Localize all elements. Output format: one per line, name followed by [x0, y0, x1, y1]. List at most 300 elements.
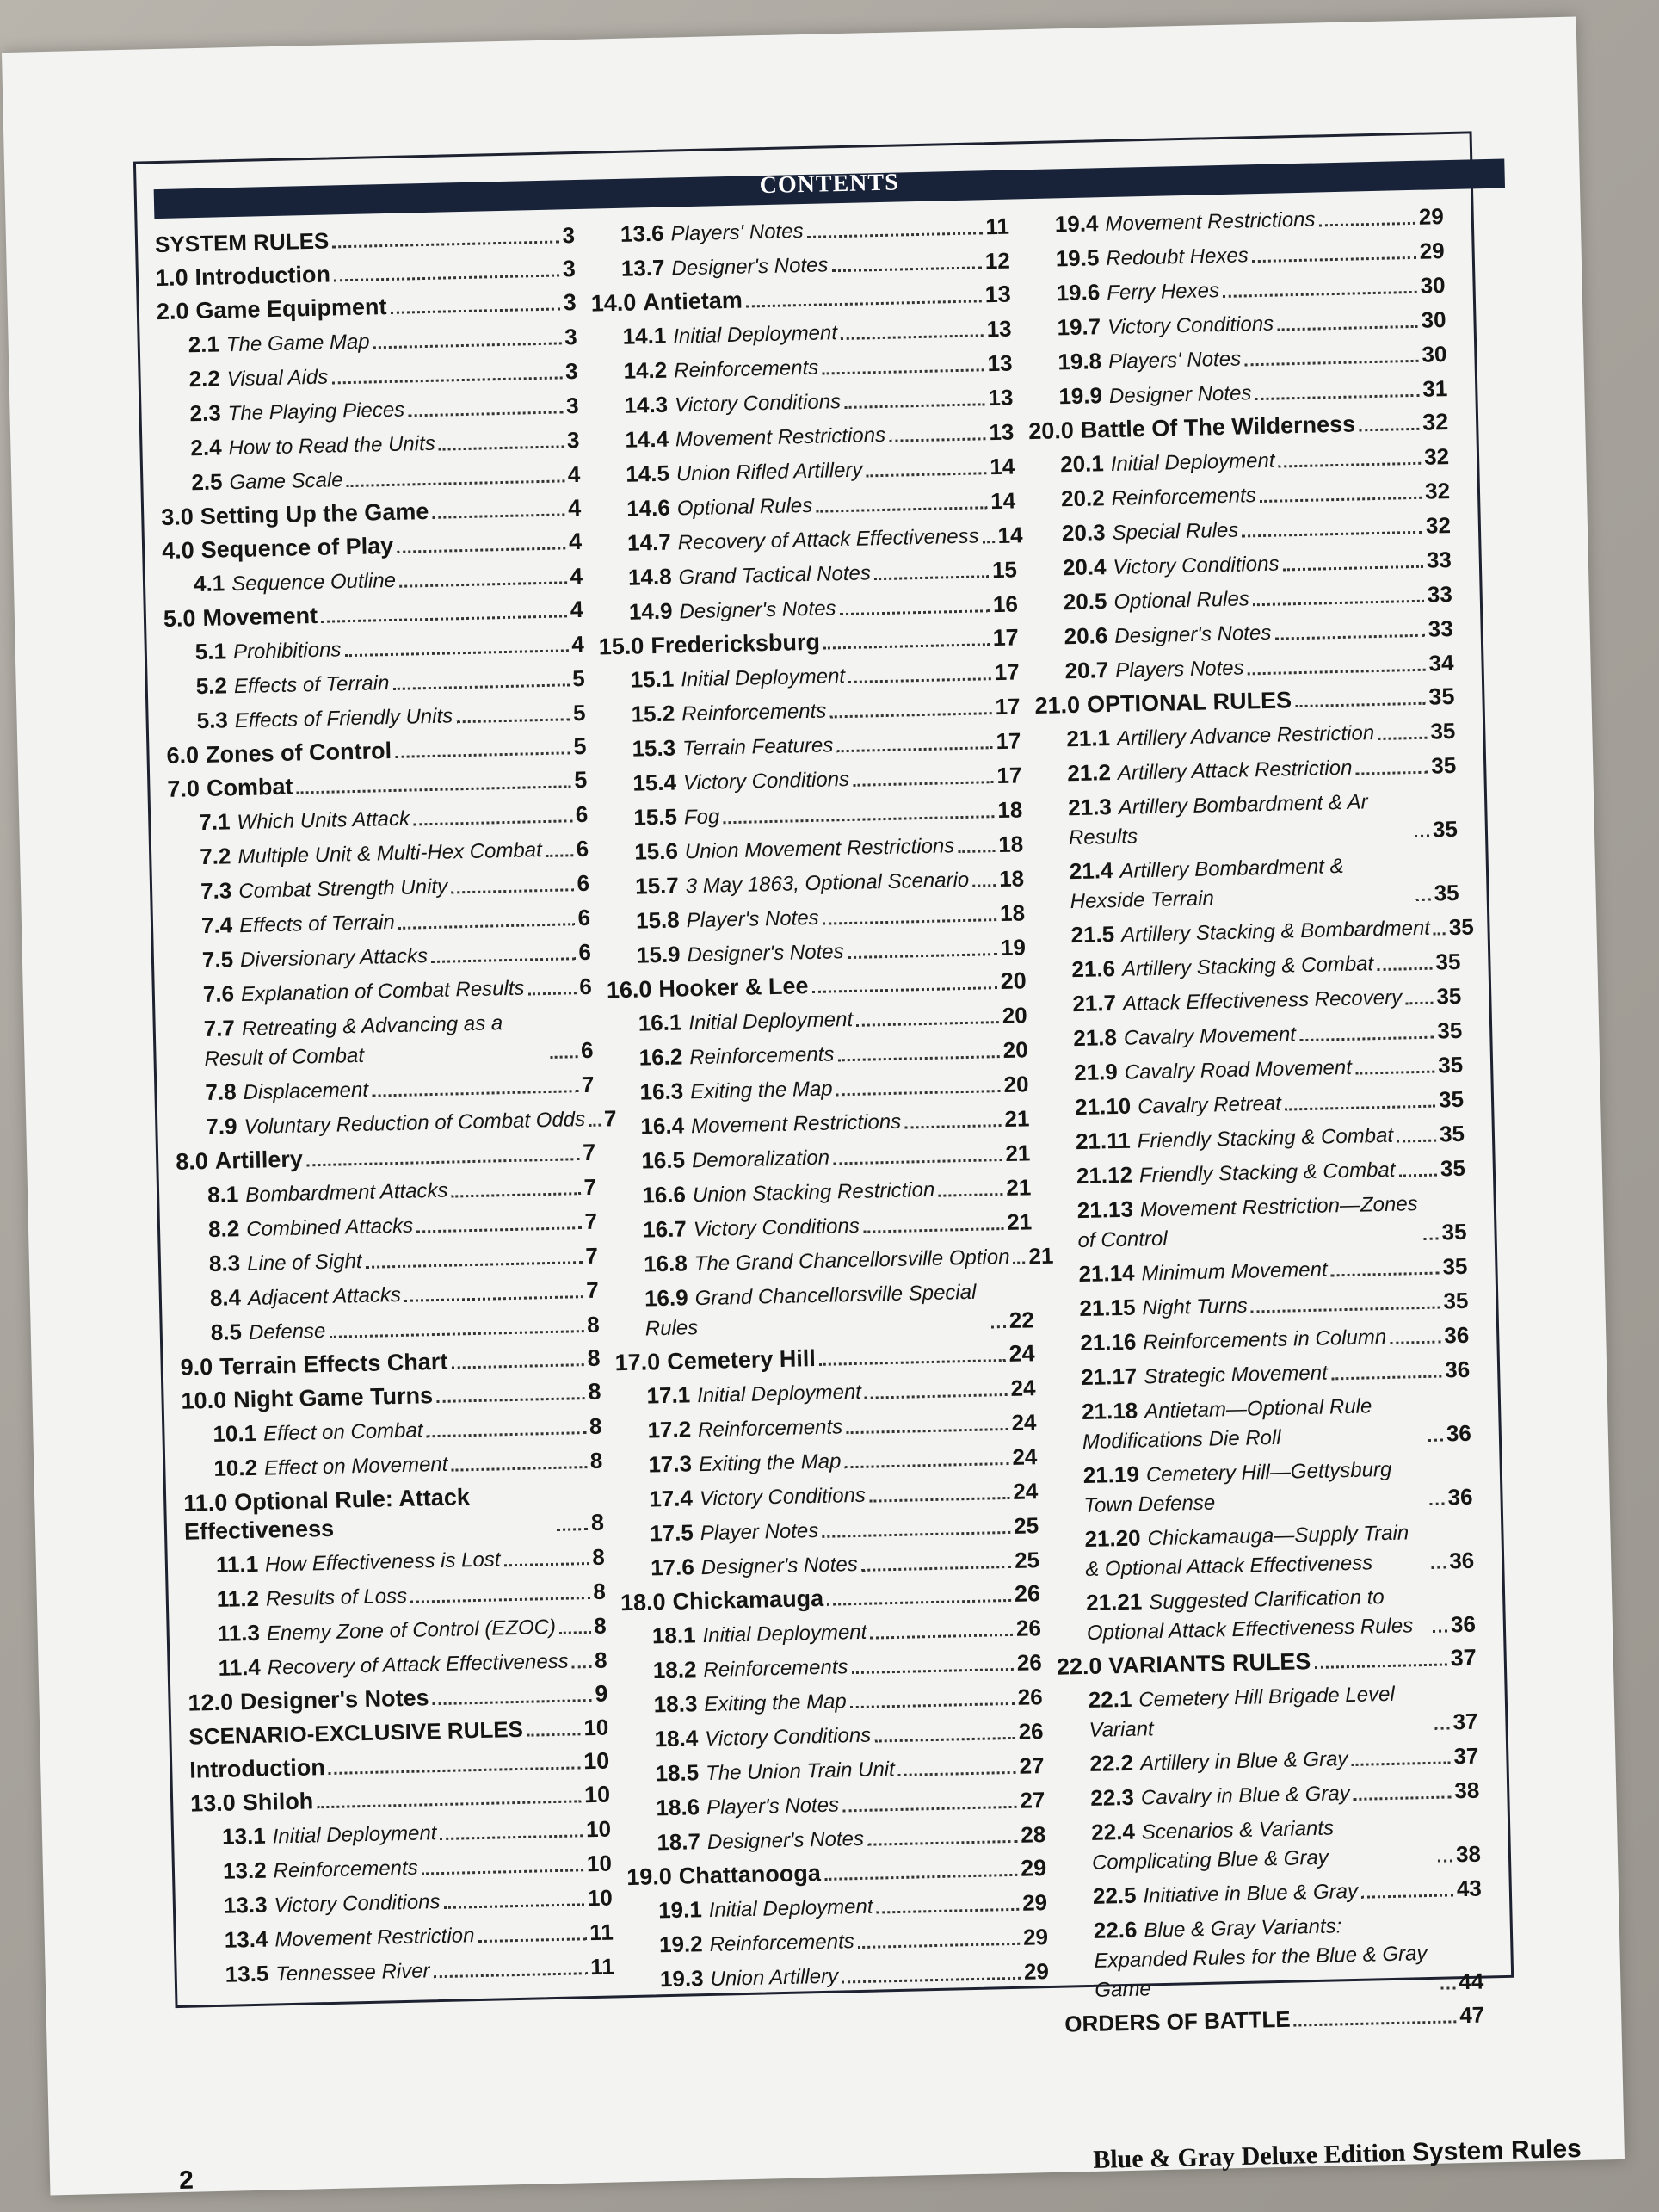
toc-page-number: 6 [575, 800, 589, 828]
toc-section-title: Designer's Notes [239, 1684, 429, 1715]
toc-page-number: 35 [1430, 751, 1457, 779]
toc-section-title: Union Rifled Artillery [675, 458, 863, 486]
toc-entry-text [1078, 1254, 1328, 1289]
toc-page-number: 35 [1438, 1085, 1465, 1113]
toc-page-number: 4 [567, 460, 581, 488]
leader-dots [898, 1771, 1016, 1776]
leader-dots [840, 609, 990, 615]
toc-entry [188, 1680, 608, 1718]
toc-section-number: 13.0 [189, 1789, 237, 1817]
toc-section-number: 10.0 [181, 1387, 227, 1414]
toc-entry-text [224, 1920, 474, 1956]
toc-section-title: The Union Train Unit [705, 1758, 896, 1786]
leader-dots [844, 403, 985, 409]
toc-entry-text [208, 1211, 414, 1245]
toc-entry [607, 1035, 1028, 1073]
toc-entry-text [195, 668, 389, 701]
toc-section-title: Results of Loss [265, 1584, 408, 1611]
toc-entry-text [1064, 618, 1271, 652]
toc-page-number: 33 [1428, 615, 1453, 642]
toc-section-title: Reinforcements [697, 1415, 843, 1443]
toc-entry-text [648, 1446, 842, 1480]
toc-entry-text [1056, 275, 1219, 308]
toc-entry [617, 1442, 1038, 1480]
toc-section-title: Effects of Friendly Units [234, 704, 453, 733]
leader-dots [1253, 600, 1424, 607]
toc-page-number: 22 [1008, 1307, 1035, 1333]
leader-dots [504, 1562, 589, 1566]
leader-dots [958, 850, 995, 853]
toc-page-number: 37 [1450, 1644, 1477, 1671]
toc-page-number: 18 [997, 831, 1024, 858]
toc-section-title: Tennessee River [275, 1959, 430, 1986]
toc-section-title: Victory Conditions [682, 767, 850, 795]
toc-entry-text [633, 801, 720, 832]
toc-page-number: 18 [999, 899, 1026, 927]
toc-section-number: 14.3 [624, 391, 669, 418]
toc-section-number: 21.11 [1075, 1127, 1131, 1155]
leader-dots [863, 1227, 1004, 1233]
toc-entry-text [190, 1787, 314, 1818]
toc-entry-text [161, 497, 429, 532]
toc-section-number: 19.4 [1054, 210, 1099, 238]
toc-section-title: How Effectiveness is Lost [264, 1548, 501, 1577]
toc-page-number: 24 [1012, 1443, 1038, 1470]
toc-entry [591, 314, 1012, 353]
toc-section-number: 15.0 [598, 633, 644, 660]
toc-entry-text [628, 558, 872, 592]
toc-entry-text [1068, 786, 1411, 852]
toc-page-number: 30 [1420, 272, 1446, 299]
toc-section-title: The Playing Pieces [227, 398, 405, 426]
toc-entry [158, 391, 579, 429]
leader-dots [1242, 531, 1422, 538]
toc-section-title: OPTIONAL RULES [1086, 687, 1292, 718]
toc-section-title: Terrain Features [681, 733, 834, 761]
toc-section-title: Grand Tactical Notes [678, 561, 872, 590]
toc-page-number: 18 [996, 796, 1023, 824]
toc-section-number: 14.5 [625, 460, 670, 487]
toc-entry [603, 829, 1024, 868]
toc-page-number: 8 [588, 1378, 601, 1406]
toc-entry-text [167, 773, 293, 804]
toc-section-title: Setting Up the Game [200, 497, 429, 529]
toc-entry-text [194, 565, 397, 599]
toc-page-number: 6 [580, 1036, 594, 1064]
leader-dots [991, 1325, 1006, 1328]
toc-page-number: 32 [1422, 409, 1449, 436]
leader-dots [397, 547, 565, 553]
leader-dots [869, 1497, 1010, 1503]
toc-section-number: 18.0 [620, 1589, 666, 1616]
toc-entry [157, 288, 577, 326]
toc-section-title: Redoubt Hexes [1106, 244, 1249, 271]
toc-section-title: Designer's Notes [671, 253, 829, 281]
toc-section-title: Initial Deployment [702, 1620, 867, 1648]
toc-entry [1034, 683, 1455, 720]
toc-entry-text [1067, 753, 1353, 789]
toc-section-number: 19.9 [1058, 382, 1103, 410]
toc-entry-text [620, 216, 804, 250]
toc-section-number: 5.3 [196, 707, 229, 734]
toc-page-number: 7 [585, 1276, 600, 1304]
toc-page-number: 7 [585, 1242, 599, 1270]
toc-page-number: 20 [1002, 1002, 1028, 1029]
leader-dots [1295, 702, 1425, 707]
toc-section-number: 10.1 [213, 1419, 257, 1447]
toc-section-number: 15.1 [630, 665, 675, 693]
toc-entry-text [644, 1276, 988, 1343]
toc-entry-text [647, 1412, 842, 1445]
toc-page-number: 21 [1006, 1208, 1033, 1235]
leader-dots [391, 307, 560, 313]
toc-entry-text [1070, 850, 1413, 916]
leader-dots [431, 957, 576, 963]
toc-entry [193, 1918, 614, 1956]
leader-dots [877, 1908, 1020, 1914]
toc-section-number: 2.0 [156, 298, 189, 325]
toc-page-number: 4 [570, 596, 584, 623]
toc-page-number: 8 [592, 1578, 607, 1604]
leader-dots [858, 1943, 1020, 1949]
toc-section-title: Recovery of Attack Effectiveness [677, 524, 979, 555]
toc-entry-text [203, 973, 525, 1010]
toc-entry-text [656, 1790, 839, 1824]
toc-section-title: Initial Deployment [681, 664, 846, 692]
toc-section-number: 21.3 [1067, 794, 1113, 821]
toc-page-number: 15 [991, 556, 1018, 584]
toc-page-number: 26 [1014, 1580, 1041, 1607]
toc-entry-text [183, 1481, 554, 1547]
toc-section-title: The Grand Chancellorsville Option [694, 1245, 1010, 1276]
toc-entry [1033, 648, 1454, 687]
toc-section-title: Prohibitions [232, 638, 342, 664]
toc-entry [178, 1241, 599, 1280]
toc-page-number: 35 [1439, 1120, 1465, 1147]
leader-dots [1319, 222, 1415, 227]
toc-section-number: 8.3 [208, 1250, 241, 1276]
toc-section-title: Designer's Notes [679, 596, 836, 624]
toc-section-number: 13.1 [221, 1822, 267, 1850]
leader-dots [331, 376, 562, 384]
toc-entry-text [646, 1377, 861, 1412]
leader-dots [1359, 428, 1419, 432]
toc-entry [625, 1785, 1045, 1824]
toc-entry [179, 1310, 600, 1349]
toc-entry-text [626, 455, 863, 490]
toc-section-title: Player Notes [700, 1518, 819, 1546]
toc-entry-text [660, 1962, 839, 1995]
toc-entry [1033, 614, 1453, 652]
leader-dots [1355, 1071, 1434, 1075]
toc-page-number: 29 [1022, 1924, 1049, 1950]
toc-entry [615, 1373, 1036, 1412]
toc-entry-text [155, 227, 330, 260]
toc-section-title: Sequence of Play [200, 532, 394, 563]
toc-entry-text [200, 835, 542, 872]
toc-section-number: 5.0 [163, 605, 196, 632]
toc-section-number: 17.2 [647, 1416, 692, 1443]
toc-entry-text [652, 1652, 848, 1685]
toc-section-number: 20.6 [1064, 622, 1108, 650]
toc-entry [189, 1747, 610, 1785]
toc-section-title: Initial Deployment [696, 1380, 862, 1408]
toc-entry [604, 863, 1025, 902]
toc-entry [605, 898, 1026, 936]
toc-page-number: 24 [1012, 1478, 1039, 1505]
leader-dots [1331, 1375, 1442, 1381]
toc-section-title: Grand Chancellorsville Special Rules [644, 1280, 977, 1341]
toc-entry [193, 1883, 614, 1922]
toc-page-number: 16 [992, 590, 1019, 618]
toc-page-number: 27 [1019, 1752, 1045, 1779]
toc-page-number: 3 [563, 289, 577, 316]
toc-entry [1040, 947, 1461, 986]
toc-entry [191, 1814, 612, 1853]
toc-entry [1062, 1874, 1483, 1912]
leader-dots [456, 718, 570, 723]
toc-page-number: 13 [989, 418, 1015, 446]
toc-page-number: 5 [572, 699, 586, 726]
leader-dots [1428, 1438, 1443, 1441]
toc-entry-text [189, 1753, 325, 1785]
toc-entry-text [635, 865, 970, 902]
toc-section-title: Battle Of The Wilderness [1080, 411, 1356, 443]
toc-entry-text [210, 1280, 402, 1313]
toc-section-title: Effects of Terrain [238, 910, 396, 938]
toc-entry [624, 1751, 1045, 1789]
toc-section-number: 13.2 [222, 1857, 267, 1884]
leader-dots [972, 884, 996, 887]
toc-page-number: 35 [1448, 913, 1475, 941]
toc-section-title: Victory Conditions [693, 1214, 860, 1242]
toc-entry [1037, 785, 1458, 853]
leader-dots [1260, 497, 1422, 503]
toc-section-number: 21.21 [1085, 1588, 1143, 1616]
toc-section-title: ORDERS OF BATTLE [1064, 2005, 1291, 2037]
toc-section-title: Player's Notes [706, 1793, 840, 1820]
toc-section-number: 2.2 [188, 365, 221, 392]
toc-section-number: 21.9 [1073, 1058, 1119, 1086]
toc-page-number: 33 [1427, 581, 1453, 608]
toc-section-number: 22.2 [1089, 1749, 1134, 1776]
leader-dots [842, 1806, 1017, 1813]
toc-section-title: Line of Sight [246, 1249, 362, 1276]
toc-section-number: 14.7 [626, 528, 672, 556]
toc-section-title: Movement Restrictions [690, 1109, 902, 1139]
toc-section-title: Reinforcements [709, 1930, 855, 1956]
toc-section-number: 7.5 [201, 946, 234, 973]
toc-page-number: 6 [578, 973, 593, 1000]
toc-section-number: 13.4 [224, 1925, 268, 1953]
toc-page-number: 25 [1013, 1512, 1039, 1539]
toc-section-number: 7.8 [205, 1078, 237, 1106]
toc-page-number: 9 [595, 1680, 608, 1707]
leader-dots [528, 992, 577, 995]
toc-entry-text [189, 395, 404, 429]
toc-entry [1029, 442, 1450, 480]
leader-dots [874, 1737, 1015, 1743]
toc-entry-text [162, 532, 394, 565]
toc-section-number: 16.0 [606, 976, 652, 1004]
toc-entry [160, 460, 581, 498]
toc-entry [607, 967, 1027, 1004]
toc-entry-text [1075, 1089, 1282, 1122]
toc-entry [188, 1714, 609, 1752]
toc-section-number: 20.0 [1027, 417, 1075, 445]
toc-section-title: Initiative in Blue & Gray [1143, 1879, 1359, 1908]
toc-section-title: Explanation of Combat Results [240, 976, 525, 1007]
toc-entry-text [1080, 1322, 1387, 1358]
toc-page-number: 44 [1459, 1968, 1484, 1995]
toc-entry [176, 1172, 597, 1211]
toc-entry-text [1034, 686, 1292, 720]
toc-entry-text [1074, 1053, 1352, 1088]
toc-page-number: 3 [562, 222, 576, 249]
toc-entry-text [188, 1715, 523, 1752]
toc-section-title: Movement [202, 602, 318, 631]
toc-page-number: 10 [587, 1884, 614, 1912]
toc-section-title: Which Units Attack [237, 806, 410, 835]
toc-page-number: 38 [1453, 1776, 1480, 1804]
toc-section-title: Optional Rule: Attack Effectiveness [183, 1484, 471, 1545]
toc-section-number: 19.5 [1055, 244, 1100, 272]
toc-entry-text [1076, 1155, 1396, 1191]
toc-entry-text [1076, 1189, 1420, 1255]
leader-dots [332, 240, 558, 248]
footer-title-sub: System Rules [1411, 2135, 1582, 2167]
toc-entry [1050, 1355, 1471, 1393]
toc-entry-text [207, 1176, 448, 1210]
toc-entry [186, 1611, 607, 1650]
leader-dots [1378, 737, 1427, 740]
leader-dots [823, 643, 990, 649]
toc-section-title: Retreating & Advancing as a Result of Combat [204, 1011, 503, 1072]
toc-section-title: Friendly Stacking & Combat [1138, 1158, 1396, 1188]
toc-entry-text [649, 1480, 866, 1515]
toc-entry-text [225, 1956, 430, 1989]
toc-entry [1027, 374, 1448, 412]
leader-dots [452, 1192, 581, 1197]
toc-section-number: 18.7 [657, 1828, 701, 1856]
toc-page-number: 35 [1432, 815, 1459, 843]
toc-entry-text [166, 737, 392, 770]
toc-section-title: Artillery Advance Restriction [1116, 721, 1375, 751]
toc-entry-text [1093, 1909, 1437, 2005]
toc-page-number: 24 [1011, 1409, 1037, 1436]
toc-section-number: 21.4 [1069, 857, 1113, 885]
leader-dots [372, 1090, 578, 1097]
toc-entry [614, 1276, 1034, 1344]
leader-dots [874, 575, 989, 580]
toc-entry-text [650, 1516, 819, 1548]
toc-section-number: 7.4 [200, 911, 233, 939]
leader-dots [1434, 1727, 1449, 1729]
toc-section-title: Designer Notes [1108, 381, 1252, 408]
toc-section-title: Combat [206, 773, 293, 801]
toc-section-title: Union Artillery [710, 1964, 839, 1991]
toc-entry [161, 494, 582, 532]
leader-dots [848, 677, 991, 683]
toc-page-number: 26 [1018, 1718, 1044, 1745]
toc-section-number: 7.6 [202, 980, 235, 1008]
toc-section-number: 22.1 [1088, 1685, 1132, 1713]
toc-entry-text [206, 1104, 585, 1142]
toc-entry-text [607, 972, 809, 1004]
toc-section-number: 2.5 [191, 468, 223, 496]
toc-entry [596, 520, 1023, 559]
toc-entry-text [1084, 1517, 1428, 1584]
toc-section-title: Reinforcements in Column [1143, 1325, 1387, 1355]
toc-section-number: 20.2 [1060, 485, 1105, 512]
toc-section-number: 4.1 [193, 570, 225, 597]
toc-section-number: 21.19 [1082, 1461, 1140, 1488]
toc-entry [1036, 751, 1457, 789]
leader-dots [1014, 1261, 1026, 1264]
toc-page-number: 8 [589, 1412, 602, 1439]
toc-entry-text [1088, 1678, 1431, 1745]
toc-section-title: Sequence Outline [231, 568, 397, 596]
toc-section-title: Game Equipment [195, 293, 387, 324]
toc-entry [614, 1339, 1035, 1377]
toc-entry [606, 932, 1027, 971]
toc-entry [166, 732, 587, 770]
toc-section-title: Chattanooga [678, 1860, 822, 1889]
toc-page-number: 36 [1448, 1547, 1475, 1574]
toc-entry-text [625, 420, 885, 455]
toc-entry [601, 760, 1022, 799]
toc-entry [192, 1849, 613, 1888]
toc-entry-text [1073, 1019, 1296, 1053]
toc-entry [621, 1613, 1042, 1652]
toc-section-title: Ferry Hexes [1106, 279, 1220, 306]
toc-section-title: Movement Restriction—Zones of Control [1077, 1192, 1418, 1253]
leader-dots [408, 411, 563, 417]
toc-entry [1045, 1119, 1465, 1158]
toc-entry-text [629, 593, 836, 627]
leader-dots [837, 1055, 999, 1061]
toc-page-number: 29 [1020, 1855, 1047, 1881]
toc-entry [610, 1138, 1031, 1177]
toc-page-number: 6 [577, 904, 591, 931]
leader-dots [1285, 1105, 1435, 1111]
toc-section-number: 1.0 [155, 264, 188, 292]
toc-section-title: Hooker & Lee [658, 973, 809, 1003]
leader-dots [1377, 967, 1432, 971]
toc-entry [629, 1956, 1050, 1995]
toc-section-number: 14.1 [622, 322, 667, 349]
toc-entry [598, 623, 1019, 661]
toc-section-number: 16.1 [638, 1009, 682, 1036]
toc-entry [1024, 236, 1445, 275]
leader-dots [329, 1330, 583, 1338]
toc-entry [172, 1006, 593, 1074]
leader-dots [1433, 1629, 1447, 1632]
toc-section-title: Combat Strength Unity [238, 874, 448, 904]
toc-section-title: Demoralization [691, 1146, 830, 1173]
toc-section-title: Artillery Bombardment & Hexside Terrain [1070, 854, 1344, 914]
toc-page-number: 4 [568, 528, 583, 555]
toc-page-number: 11 [985, 213, 1010, 240]
toc-page-number: 38 [1455, 1840, 1482, 1868]
toc-section-title: Exiting the Map [689, 1077, 833, 1104]
toc-entry [171, 937, 592, 976]
toc-entry [590, 281, 1011, 318]
toc-section-title: Bombardment Attacks [245, 1178, 448, 1207]
toc-page-number: 35 [1441, 1218, 1467, 1245]
toc-section-number: 18.5 [655, 1759, 700, 1787]
toc-entry [1051, 1389, 1471, 1457]
